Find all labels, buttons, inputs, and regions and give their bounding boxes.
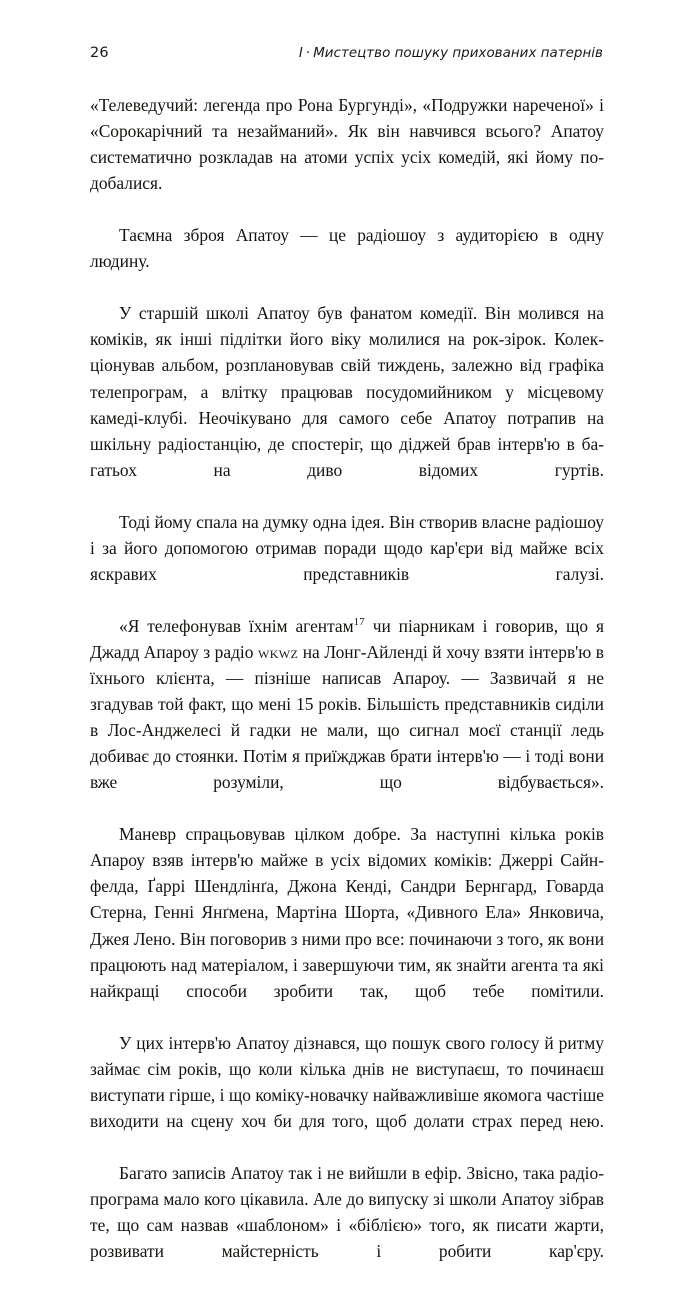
chapter-title-text: Мистецтво пошуку прихованих патернів [313, 46, 603, 61]
running-head [90, 46, 603, 72]
body-text-block [90, 92, 604, 1290]
paragraph-6: Маневр спрацьовував цілком добре. За наступні кілька років Апароу взяв інтерв'ю майже в усіх відомих коміків: Джеррі Сайнфелда, Ґаррі Шендлінґа, Джона Кенді, Сандри Бернгард, Говарда Стерна, Генні Янґмена, Мартіна Шорта, «Дивного Ела» Янковича, Джея Лено. Він поговорив з ними про все: починаючи з того, як вони працюють над матеріалом, і завершуючи тим, як знайти агента та які найкращі способи зробити так, щоб тебе помітили. [90, 824, 604, 1001]
quote-part-1: «Я телефонував їхнім агентам [119, 615, 354, 636]
quote-part-2: чи піарникам і говорив, що я Джадд Апароу з радіо [90, 615, 604, 662]
quote-part-3: на Лонг-Айленді й хочу взяти інтерв'ю в їхнього клієнта, — пізніше написав Апароу. — Зазвичай я не згадував той факт, що мені 15 років. Більшість представників сиділи в Лос-Анджелесі й гадки не мали, що сигнал моєї станції ледь добиває до стоянки. Потім я приїжджав брати інтерв'ю — і тоді вони вже розуміли, що відбувається». [90, 641, 604, 793]
paragraph-8: Багато записів Апатоу так і не вийшли в ефір. Звісно, така радіопрограма мало кого цікавила. Але до випуску зі школи Апатоу зібрав те, що сам назвав «шаблоном» і «біблією» того, як писати жарти, розвивати майстерність і робити кар'єру. [90, 1162, 604, 1262]
footnote-marker-17: 17 [353, 616, 365, 629]
radio-station-callsign: wkwz [257, 641, 299, 662]
chapter-running-title [299, 47, 603, 60]
paragraph-2: Таємна зброя Апатоу — це радіошоу з аудиторією в одну людину. [90, 225, 604, 272]
paragraph-3: У старшій школі Апатоу був фанатом комедії. Він молився на коміків, як інші підлітки його віку молилися на рок-зірок. Колекціонував альбом, розплановував свій тиждень, залежно від графіка телепрограм, а влітку працював посудомийником у місцевому камеді-клубі. Неочікувано для самого себе Апатоу потрапив на шкільну радіостанцію, де спостеріг, що діджей брав інтерв'ю в багатьох на диво відомих гуртів. [90, 303, 604, 480]
page-number: 26 [90, 45, 109, 61]
paragraph-5-quote [90, 613, 604, 821]
paragraph-4: Тоді йому спала на думку одна ідея. Він створив власне радіошоу і за його допомогою отримав поради щодо кар'єри від майже всіх яскравих представників галузі. [90, 511, 604, 584]
paragraph-7: У цих інтерв'ю Апатоу дізнався, що пошук свого голосу й ритму займає сім років, що коли кілька днів не виступаєш, то починаєш виступати гірше, і що коміку-новачку найважливіше якомога частіше виходити на сцену хоч би для того, щоб долати страх перед нею. [90, 1032, 604, 1131]
paragraph-1: «Телеведучий: легенда про Рона Бургунді», «Подружки нареченої» і «Сорокарічний та незайманий». Як він навчився всього? Апатоу систематично розкладав на атоми успіх усіх комедій, які йому подобалися. [90, 95, 604, 194]
chapter-number: I [298, 46, 303, 61]
running-head-separator: · [305, 46, 311, 61]
